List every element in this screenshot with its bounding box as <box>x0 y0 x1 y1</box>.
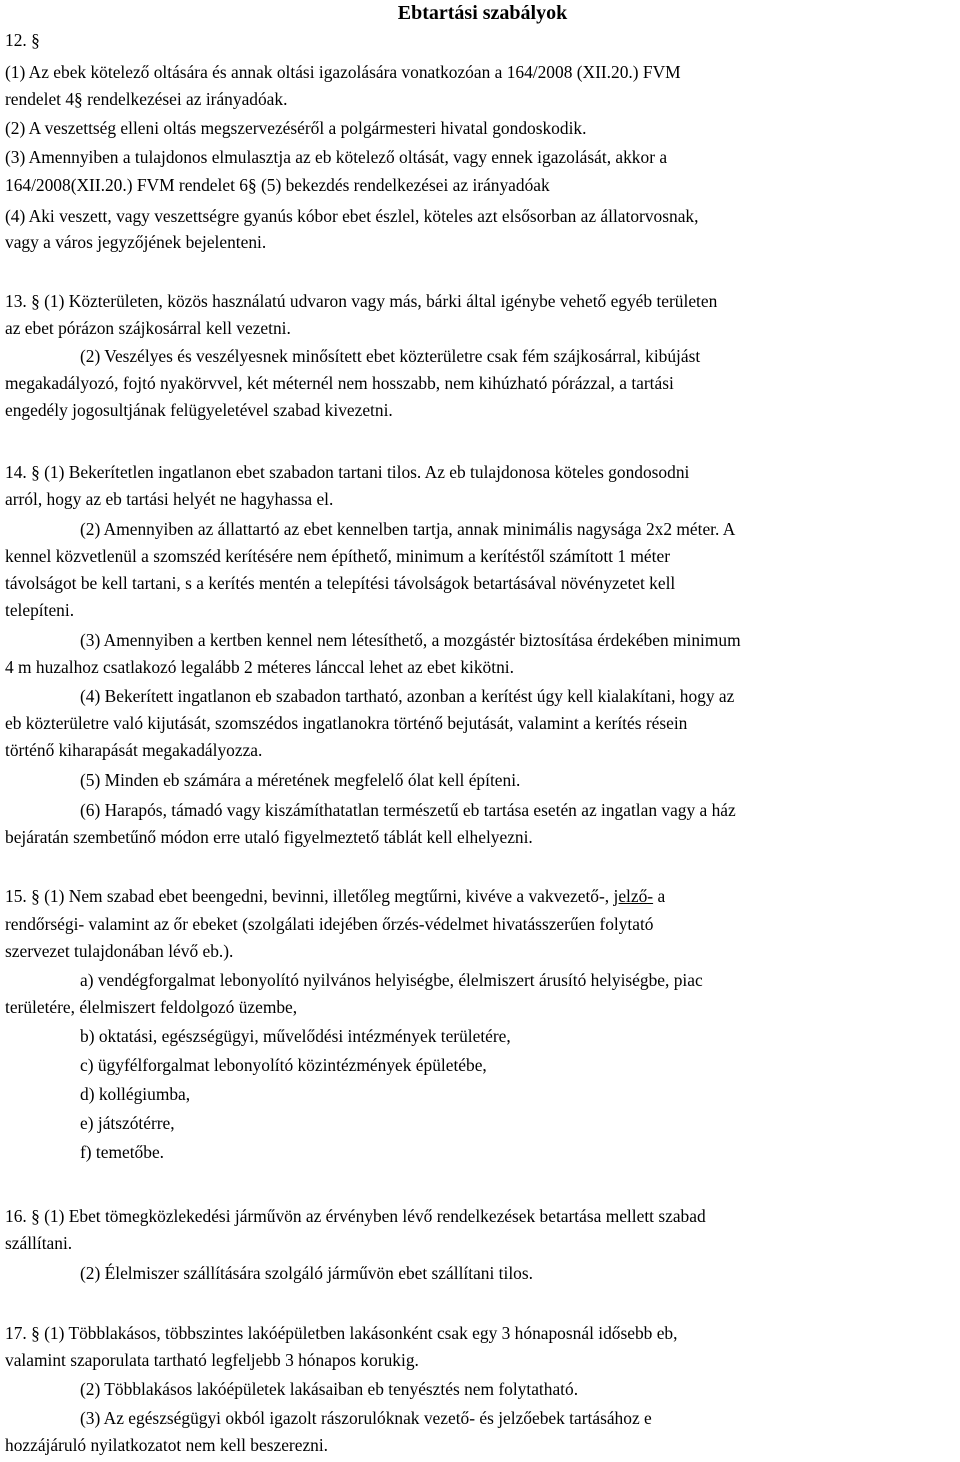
list-item: b) oktatási, egészségügyi, művelődési intézmények területére, <box>80 1026 511 1046</box>
text-line: (1) Az ebek kötelező oltására és annak oltási igazolására vonatkozóan a 164/2008 (XII.20.) FVM <box>5 62 681 82</box>
text-line: eb közterületre való kijutását, szomszédos ingatlanokra történő bejutását, valamint a kerítés résein <box>5 713 688 733</box>
text-line: (6) Harapós, támadó vagy kiszámíthatatlan természetű eb tartása esetén az ingatlan vagy a ház <box>80 800 736 820</box>
text-line: (2) A veszettség elleni oltás megszervezéséről a polgármesteri hivatal gondoskodik. <box>5 118 587 138</box>
text-line: távolságot be kell tartani, s a kerítés mentén a telepítési távolságok betartásával növényzetet kell <box>5 573 676 593</box>
underlined-term: jelző- <box>613 886 654 906</box>
text-line: (2) Amennyiben az állattartó az ebet kennelben tartja, annak minimális nagysága 2x2 méter. A <box>80 519 736 539</box>
list-item: e) játszótérre, <box>80 1113 175 1133</box>
text-line: szállítani. <box>5 1233 73 1253</box>
text-line: területére, élelmiszert feldolgozó üzembe, <box>5 997 298 1017</box>
text-line: (2) Élelmiszer szállítására szolgáló járművön ebet szállítani tilos. <box>80 1263 533 1283</box>
text-line: valamint szaporulata tartható legfeljebb 3 hónapos korukig. <box>5 1350 419 1370</box>
text-line: (4) Aki veszett, vagy veszettségre gyanús kóbor ebet észlel, köteles azt elsősorban az állatorvosnak, <box>5 206 699 226</box>
text-line: engedély jogosultjának felügyeletével szabad kivezetni. <box>5 400 393 420</box>
text-line: (2) Veszélyes és veszélyesnek minősített ebet közterületre csak fém szájkosárral, kibújást <box>80 346 701 366</box>
page-title: Ebtartási szabályok <box>397 2 568 24</box>
text-line: szervezet tulajdonában lévő eb.). <box>5 941 234 961</box>
section-17-line: 17. § (1) Többlakásos, többszintes lakóépületben lakásonként csak egy 3 hónaposnál idősebb eb, <box>5 1323 678 1343</box>
list-item: f) temetőbe. <box>80 1142 165 1162</box>
text-line: hozzájáruló nyilatkozatot nem kell beszerezni. <box>5 1435 329 1455</box>
text-line: az ebet pórázon szájkosárral kell vezetni. <box>5 318 291 338</box>
text-line: kennel közvetlenül a szomszéd kerítésére nem építhető, minimum a kerítéstől számított 1 méter <box>5 546 670 566</box>
text-line: (5) Minden eb számára a méretének megfelelő ólat kell építeni. <box>80 770 521 790</box>
text-line: történő kiharapását megakadályozza. <box>5 740 263 760</box>
text-line: telepíteni. <box>5 600 75 620</box>
section-15-line <box>5 883 665 910</box>
text-line: 4 m huzalhoz csatlakozó legalább 2 méteres lánccal lehet az ebet kikötni. <box>5 657 514 677</box>
text-line: bejáratán szembetűnő módon erre utaló figyelmeztető táblát kell elhelyezni. <box>5 827 533 847</box>
section-13-line: 13. § (1) Közterületen, közös használatú udvaron vagy más, bárki által igénybe vehető egyéb területen <box>5 291 718 311</box>
text-line: (4) Bekerített ingatlanon eb szabadon tartható, azonban a kerítést úgy kell kialakítani, hogy az <box>80 686 735 706</box>
section-12-heading: 12. § <box>5 30 40 50</box>
list-item: c) ügyfélforgalmat lebonyolító közintézmények épületébe, <box>80 1055 487 1075</box>
text-line: rendőrségi- valamint az őr ebeket (szolgálati idejében őrzés-védelmet hivatásszerűen folytató <box>5 914 654 934</box>
text-line: (2) Többlakásos lakóépületek lakásaiban eb tenyésztés nem folytatható. <box>80 1379 579 1399</box>
list-item: d) kollégiumba, <box>80 1084 191 1104</box>
text-line: arról, hogy az eb tartási helyét ne hagyhassa el. <box>5 489 334 509</box>
text-line: (3) Amennyiben a tulajdonos elmulasztja az eb kötelező oltását, vagy ennek igazolását, akkor a <box>5 147 668 167</box>
section-16-line: 16. § (1) Ebet tömegközlekedési járművön az érvényben lévő rendelkezések betartása mellett szabad <box>5 1206 706 1226</box>
text-line: rendelet 4§ rendelkezései az irányadóak. <box>5 89 288 109</box>
section-15-text-end: a <box>657 886 666 906</box>
text-line: (3) Amennyiben a kertben kennel nem létesíthető, a mozgástér biztosítása érdekében minimum <box>80 630 741 650</box>
list-item: a) vendégforgalmat lebonyolító nyilvános helyiségbe, élelmiszert árusító helyiségbe, piac <box>80 970 703 990</box>
text-line: (3) Az egészségügyi okból igazolt rászorulóknak vezető- és jelzőebek tartásához e <box>80 1408 652 1428</box>
section-14-line: 14. § (1) Bekerítetlen ingatlanon ebet szabadon tartani tilos. Az eb tulajdonosa köteles gondosodni <box>5 462 690 482</box>
text-line: vagy a város jegyzőjének bejelenteni. <box>5 232 267 252</box>
section-15-text: 15. § (1) Nem szabad ebet beengedni, bevinni, illetőleg megtűrni, kivéve a vakvezető-, <box>5 886 610 906</box>
text-line: megakadályozó, fojtó nyakörvvel, két méternél nem hosszabb, nem kihúzható pórázzal, a tartási <box>5 373 674 393</box>
text-line: 164/2008(XII.20.) FVM rendelet 6§ (5) bekezdés rendelkezései az irányadóak <box>5 175 550 195</box>
